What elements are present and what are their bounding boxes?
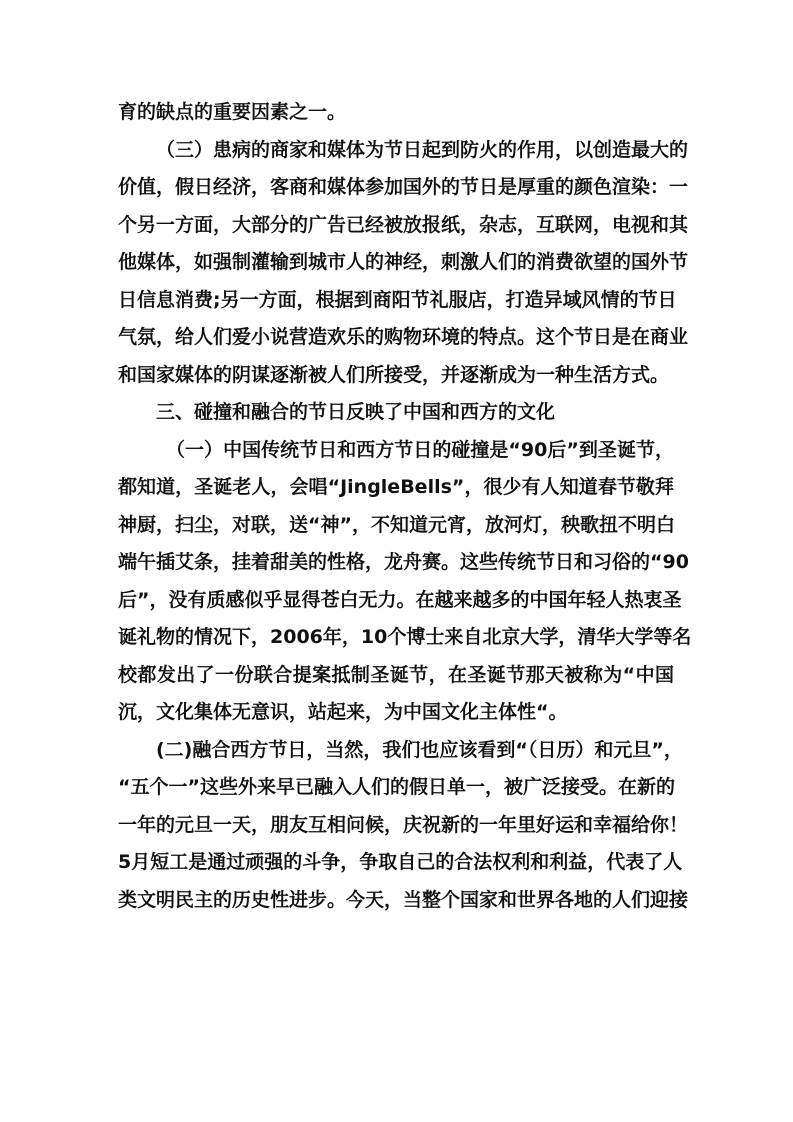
text-line: 校都发出了一份联合提案抵制圣诞节，在圣诞节那天被称为“中国 — [118, 663, 674, 686]
text-line: 价值，假日经济，客商和媒体参加国外的节日是厚重的颜色渲染：一 — [118, 176, 689, 198]
section-heading: 三、碰撞和融合的节日反映了中国和西方的文化 — [156, 401, 556, 423]
text-line: “五个一”这些外来早已融入人们的假日单一，被广泛接受。在新的 — [118, 776, 675, 798]
document-body — [118, 94, 692, 919]
text-line: 日信息消费;另一方面，根据到商阳节礼服店，打造异域风情的节日 — [118, 288, 677, 311]
text-line: 沉，文化集体无意识，站起来，为中国文化主体性“。 — [118, 701, 568, 723]
text-line: 气氛，给人们爱小说营造欢乐的购物环境的特点。这个节日是在商业 — [118, 326, 689, 348]
text-line: 个另一方面，大部分的广告已经被放报纸，杂志，互联网，电视和其 — [118, 213, 689, 236]
text-line: 端午插艾条，挂着甜美的性格，龙舟赛。这些传统节日和习俗的“90 — [118, 551, 689, 573]
text-line: 一年的元旦一天，朋友互相问候，庆祝新的一年里好运和幸福给你！ — [118, 813, 689, 836]
text-line: （一）中国传统节日和西方节日的碰撞是“90后”到圣诞节， — [166, 438, 674, 461]
text-line: 5月短工是通过顽强的斗争，争取自己的合法权利和利益，代表了人 — [118, 851, 683, 873]
text-line: 后”，没有质感似乎显得苍白无力。在越来越多的中国年轻人热衷圣 — [118, 588, 682, 611]
text-line: 类文明民主的历史性进步。今天，当整个国家和世界各地的人们迎接 — [118, 888, 689, 911]
text-line: 他媒体，如强制灌输到城市人的神经，刺激人们的消费欲望的国外节 — [118, 251, 689, 273]
text-line: 都知道，圣诞老人，会唱“JingleBells”，很少有人知道春节敬拜 — [118, 476, 674, 498]
text-line: 和国家媒体的阴谋逐渐被人们所接受，并逐渐成为一种生活方式。 — [118, 363, 670, 386]
text-line: 诞礼物的情况下，2006年，10个博士来自北京大学，清华大学等名 — [118, 626, 692, 648]
text-line: 神厨，扫尘，对联，送“神”，不知道元宵，放河灯，秧歌扭不明白 — [118, 513, 675, 536]
text-line: 育的缺点的重要因素之一。 — [118, 101, 347, 123]
text-line: （三）患病的商家和媒体为节日起到防火的作用，以创造最大的 — [156, 138, 689, 161]
text-line: (二)融合西方节日，当然，我们也应该看到“（日历）和元旦”， — [156, 738, 683, 761]
